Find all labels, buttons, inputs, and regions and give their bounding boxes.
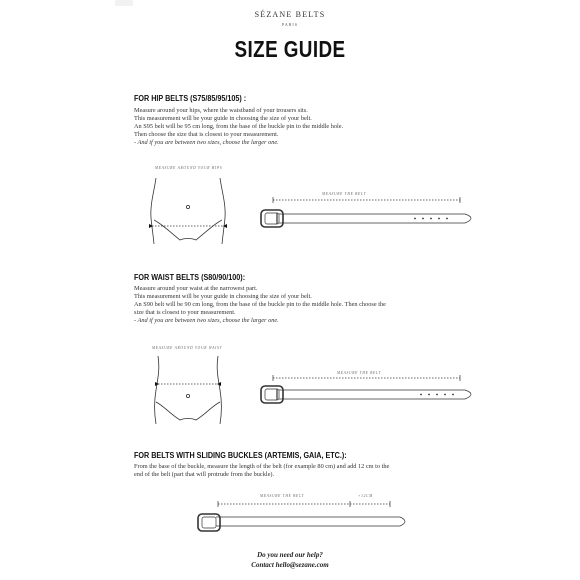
text-line: Then choose the size that is closest to your measurement.: [134, 131, 279, 139]
help-footer: [0, 550, 580, 570]
brand-location: PARIS: [282, 22, 298, 27]
belt-illustration-3: [190, 498, 410, 538]
caption-measure-hips: MEASURE AROUND YOUR HIPS: [155, 166, 223, 170]
text-note: - And if you are between two sizes, choose the larger one.: [134, 139, 279, 147]
caption-measure-belt-1: MEASURE THE BELT: [322, 192, 367, 196]
section-title-waist-belts: FOR WAIST BELTS (S80/90/100):: [134, 273, 246, 282]
text-line: Measure around your hips, where the waistband of your trousers sits.: [134, 107, 308, 114]
text-line: An S95 belt will be 95 cm long, from the base of the buckle pin to the middle hole.: [134, 123, 344, 131]
text-note: - And if you are between two sizes, choose the larger one.: [134, 317, 279, 325]
help-question: Do you need our help?: [257, 551, 323, 559]
caption-measure-belt-2: MEASURE THE BELT: [337, 371, 382, 375]
caption-plus-12cm: +12CM: [358, 494, 373, 498]
caption-measure-belt-3: MEASURE THE BELT: [260, 494, 305, 498]
page-title: SIZE GUIDE: [234, 36, 346, 62]
text-line: end of the belt (part that will protrude from the buckle).: [134, 471, 275, 479]
section-title-sliding-buckles: FOR BELTS WITH SLIDING BUCKLES (ARTEMIS, GAIA, ETC.):: [134, 451, 347, 460]
text-line: From the base of the buckle, measure the length of the belt (for example 80 cm) and add 12 cm to the: [134, 463, 390, 470]
section-text-waist-belts: [134, 285, 454, 325]
text-line: This measurement will be your guide in choosing the size of your belt.: [134, 115, 312, 123]
section-title-hip-belts: FOR HIP BELTS (S75/85/95/105) :: [134, 94, 247, 103]
brand-name: SÉZANE BELTS: [254, 10, 326, 19]
corner-placeholder: [115, 0, 133, 6]
waist-torso-illustration: [140, 354, 240, 434]
text-line: size that is closest to your measurement.: [134, 309, 236, 317]
text-line: Measure around your waist at the narrowest part.: [134, 285, 258, 292]
text-line: This measurement will be your guide in choosing the size of your belt.: [134, 293, 312, 301]
section-text-hip-belts: [134, 107, 454, 147]
text-line: An S90 belt will be 90 cm long, from the base of the buckle pin to the middle hole. Then choose the: [134, 301, 386, 309]
hip-torso-illustration: [140, 174, 240, 254]
belt-illustration-2: [255, 374, 475, 414]
section-text-sliding-buckles: [134, 463, 454, 479]
contact-email[interactable]: Contact hello@sezane.com: [251, 561, 329, 569]
belt-illustration-1: [255, 196, 475, 236]
caption-measure-waist: MEASURE AROUND YOUR WAIST: [152, 346, 223, 350]
